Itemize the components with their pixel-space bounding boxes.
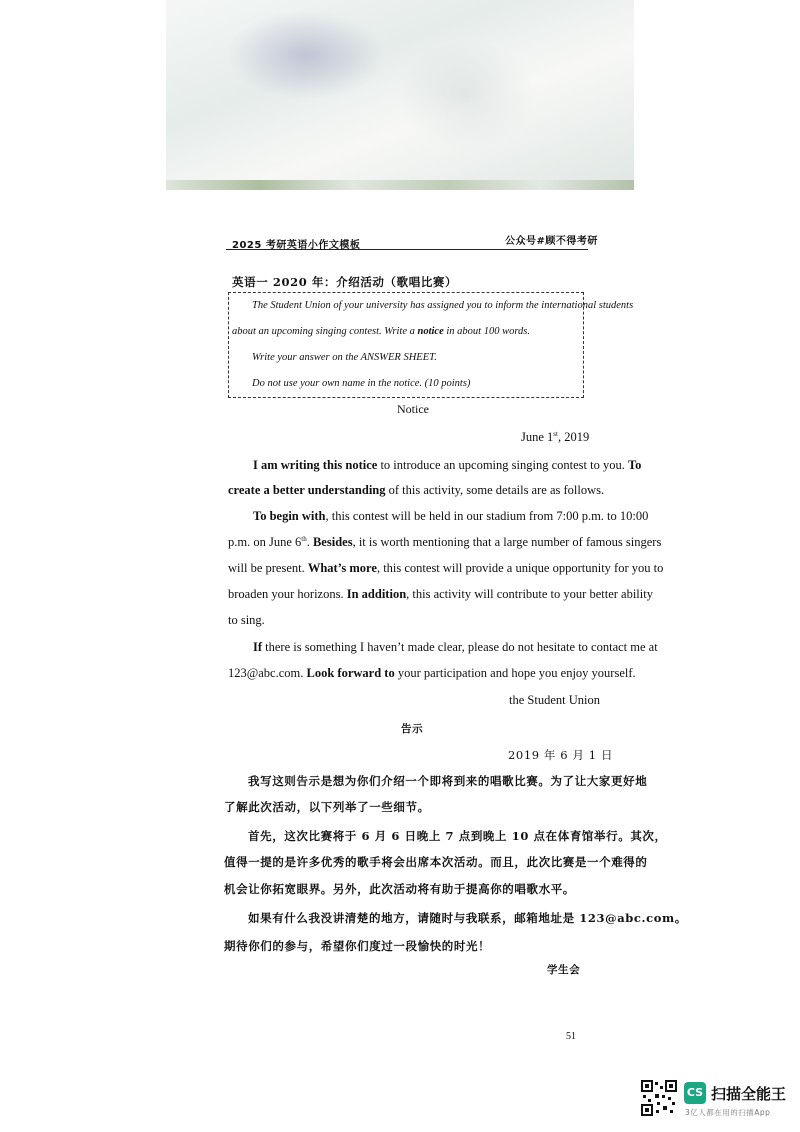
notice-p2-line-5: to sing. bbox=[228, 613, 265, 627]
page-number: 51 bbox=[566, 1031, 576, 1042]
notice-signature: the Student Union bbox=[509, 693, 600, 707]
header-title: 2025 考研英语小作文模板 bbox=[232, 240, 361, 251]
notice-p1-line-1: I am writing this notice to introduce an upcoming singing contest to you. To bbox=[253, 458, 642, 472]
translation-line-2: 了解此次活动，以下列举了一些细节。 bbox=[224, 800, 430, 814]
translation-line-4: 值得一提的是许多优秀的歌手将会出席本次活动。而且，此次比赛是一个难得的 bbox=[224, 855, 648, 869]
translation-signature: 学生会 bbox=[547, 964, 581, 976]
notice-date: June 1st, 2019 bbox=[521, 430, 590, 445]
notice-p3-line-1: If there is something I haven’t made clear, please do not hesitate to contact me at bbox=[253, 640, 658, 654]
prompt-line-3: Write your answer on the ANSWER SHEET. bbox=[252, 352, 437, 363]
notice-title: Notice bbox=[397, 402, 429, 416]
qr-code-icon bbox=[641, 1080, 677, 1116]
translation-line-5: 机会让你拓宽眼界。另外，此次活动将有助于提高你的唱歌水平。 bbox=[224, 882, 575, 896]
translation-line-6: 如果有什么我没讲清楚的地方，请随时与我联系，邮箱地址是 123@abc.com。 bbox=[248, 911, 687, 925]
translation-line-3: 首先，这次比赛将于 6 月 6 日晚上 7 点到晚上 10 点在体育馆举行。其次， bbox=[248, 829, 667, 843]
prompt-line-2: about an upcoming singing contest. Write a notice in about 100 words. bbox=[232, 326, 530, 337]
translation-line-7: 期待你们的参与，希望你们度过一段愉快的时光！ bbox=[224, 939, 491, 953]
header-source: 公众号#顾不得考研 bbox=[505, 236, 598, 247]
camscanner-logo: CS bbox=[684, 1082, 706, 1104]
translation-date: 2019 年 6 月 1 日 bbox=[508, 748, 614, 762]
prompt-line-4: Do not use your own name in the notice. (10 points) bbox=[252, 378, 471, 389]
notice-p2-line-3: will be present. What’s more, this contest will provide a unique opportunity for you to bbox=[228, 561, 664, 575]
camscanner-brand: 扫描全能王 bbox=[711, 1085, 787, 1103]
notice-p3-line-2: 123@abc.com. Look forward to your participation and hope you enjoy yourself. bbox=[228, 666, 636, 680]
translation-line-1: 我写这则告示是想为你们介绍一个即将到来的唱歌比赛。为了让大家更好地 bbox=[248, 774, 648, 788]
prompt-heading: 英语一 2020 年：介绍活动（歌唱比赛） bbox=[232, 275, 458, 289]
notice-p2-line-2: p.m. on June 6th. Besides, it is worth mentioning that a large number of famous singers bbox=[228, 535, 662, 550]
notice-p2-line-4: broaden your horizons. In addition, this activity will contribute to your better ability bbox=[228, 587, 653, 601]
notice-p2-line-1: To begin with, this contest will be held in our stadium from 7:00 p.m. to 10:00 bbox=[253, 509, 649, 523]
translation-title: 告示 bbox=[401, 723, 424, 735]
header-rule bbox=[226, 249, 588, 250]
notice-p1-line-2: create a better understanding of this activity, some details are as follows. bbox=[228, 483, 605, 497]
camscanner-tagline: 3亿人都在用的扫描App bbox=[685, 1108, 771, 1117]
prompt-line-1: The Student Union of your university has assigned you to inform the international students bbox=[252, 300, 634, 311]
